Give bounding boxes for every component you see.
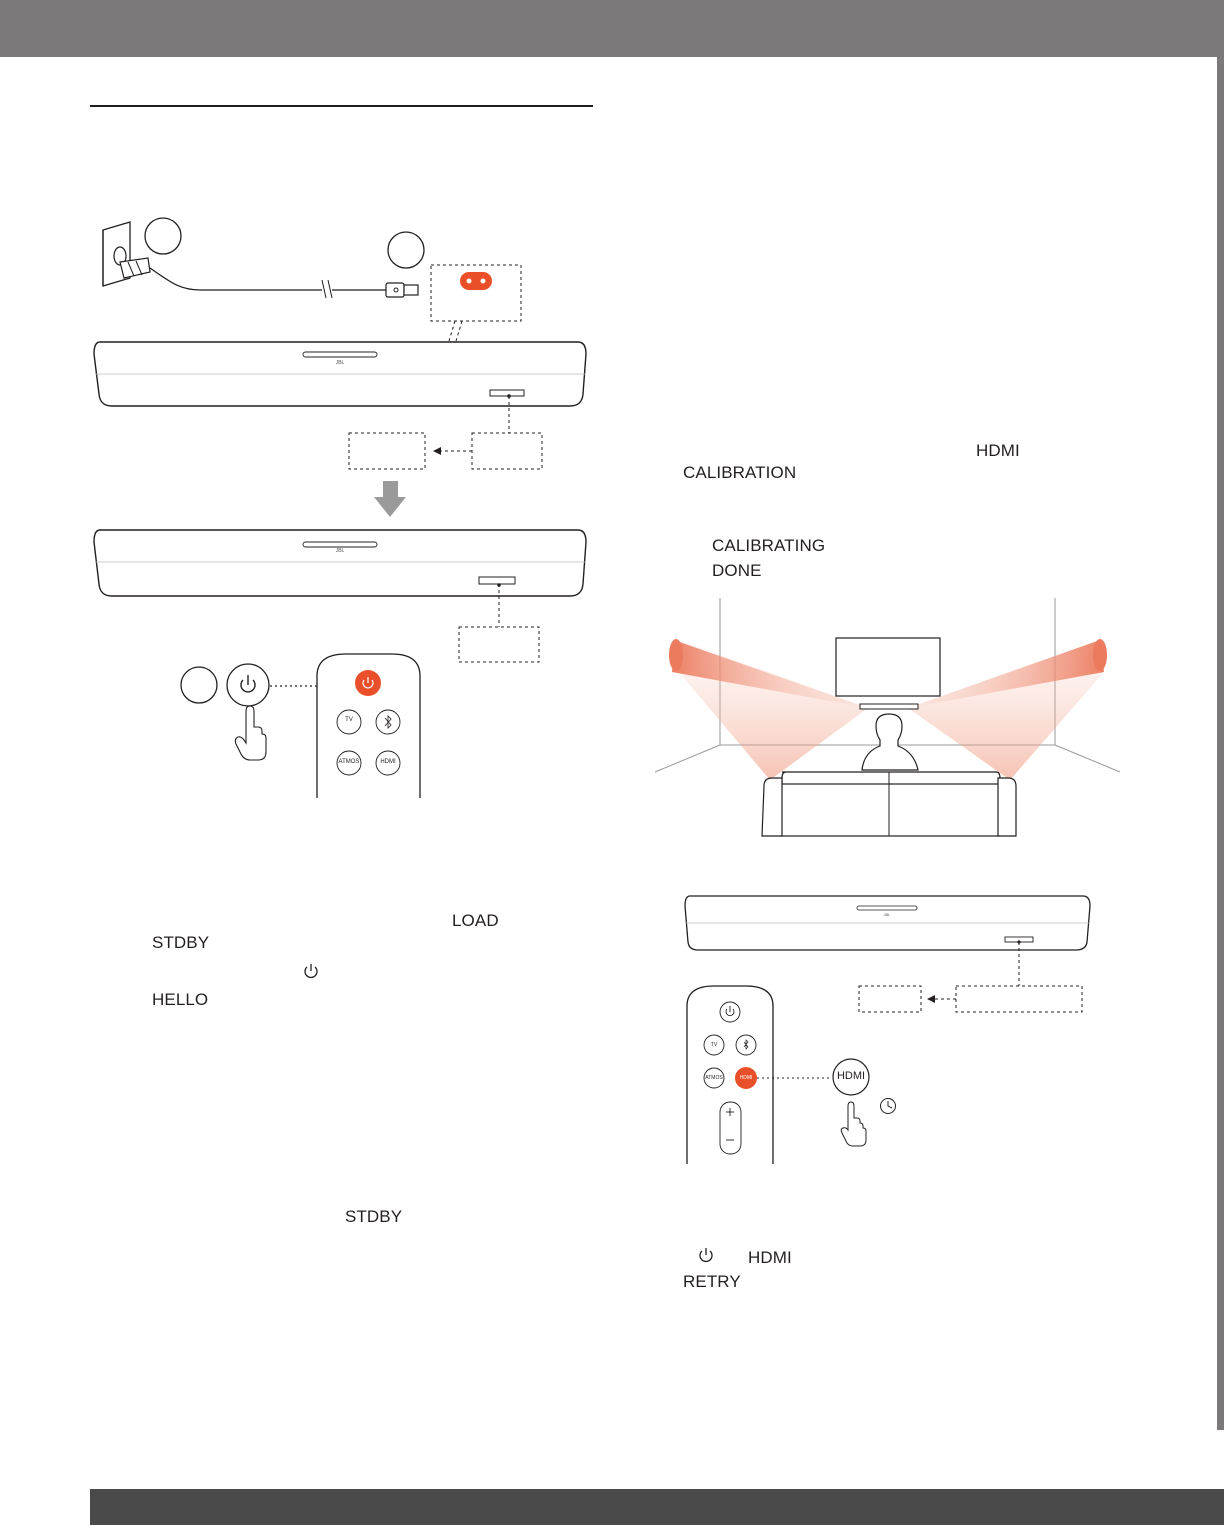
retry-label: RETRY [683,1272,741,1291]
soundbar-front-3 [685,896,1090,950]
soundbar3-logo: JBL [883,912,891,917]
calibration-hdmi-label: HDMI [976,441,1020,460]
power-icon-inline [698,1247,714,1263]
done-label: DONE [712,561,762,580]
soundbar1-logo: JBL [335,360,345,366]
load-label: LOAD [452,911,499,930]
stdby-label: STDBY [152,933,210,952]
hdmi-callout-label: HDMI [836,1070,866,1082]
soundbar-small [860,704,918,709]
display-callout-right-3 [956,986,1082,1012]
remote1-hdmi-label: HDMI [380,759,396,765]
calibrating-label: CALIBRATING [712,536,826,555]
sofa-illustration [762,772,1016,836]
remote-control-2 [687,986,773,1164]
clock-icon [881,1099,896,1114]
remote2-tv-label: TV [710,1042,718,1048]
display-callout-left-3 [859,986,921,1012]
remote1-atmos-label: ATMOS [338,759,360,765]
hand-press-icon [841,1102,866,1146]
remote1-tv-label: TV [345,717,353,723]
calibration-label: CALIBRATION [683,463,797,482]
retry-hdmi-label: HDMI [748,1248,792,1267]
person-silhouette [862,714,918,770]
stdby-label-2: STDBY [345,1207,403,1226]
soundbar2-logo: JBL [335,548,345,554]
tv-illustration [836,638,940,696]
remote2-atmos-label: ATMOS [705,1075,723,1081]
hello-label: HELLO [152,990,209,1009]
remote2-hdmi-label: HDMI [739,1075,753,1081]
